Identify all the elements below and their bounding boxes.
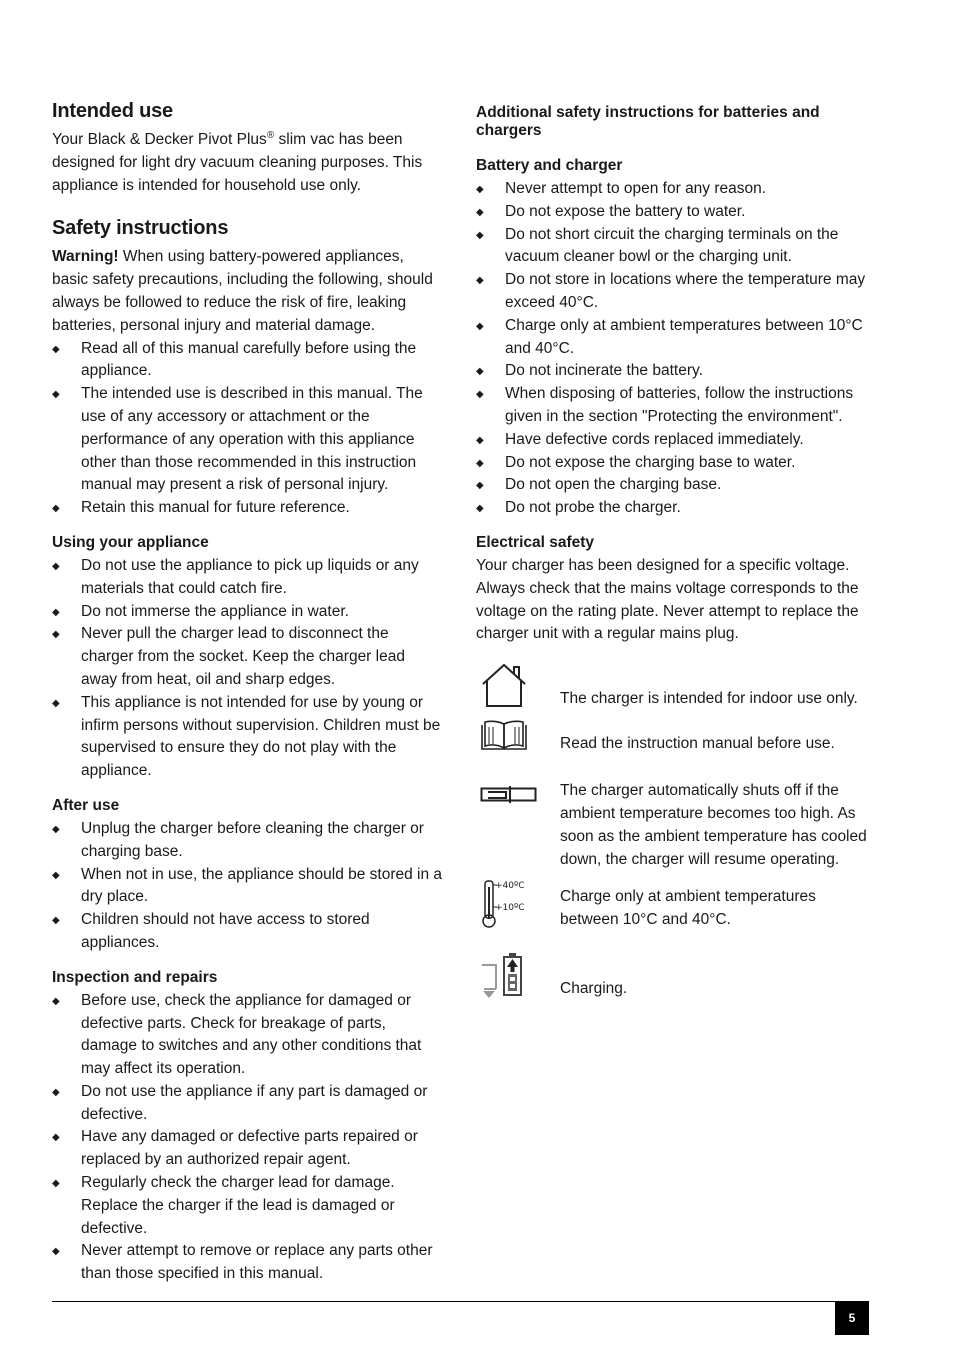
list-item-text: When disposing of batteries, follow the instructions given in the section "Protecting the environment". [505, 385, 854, 425]
symbol-row-temperature [476, 879, 871, 941]
list-item-text: The intended use is described in this manual. The use of any accessory or attachment or the performance of any operation with this appliance other than those recommended in this instruction manual may present a risk of personal injury. [81, 385, 423, 494]
list-item-text: Do not expose the charging base to water. [505, 453, 796, 471]
bullet-icon: ◆ [52, 823, 60, 835]
list-item [476, 269, 871, 315]
list-item-text: Charge only at ambient temperatures between 10°C and 40°C. [505, 316, 863, 357]
inspection-list [52, 990, 444, 1286]
list-item-text: Do not short circuit the charging terminals on the vacuum cleaner bowl or the charging unit. [505, 225, 839, 266]
list-item [476, 178, 871, 201]
bullet-icon: ◆ [52, 389, 60, 401]
intended-use-heading: Intended use [52, 100, 173, 122]
list-item [476, 474, 871, 497]
list-item [476, 224, 871, 270]
safety-instructions-heading: Safety instructions [52, 217, 229, 240]
list-item-text: Have defective cords replaced immediately. [505, 430, 804, 448]
thermo-low-label: +10ºC [495, 903, 525, 914]
bullet-icon: ◆ [52, 1246, 60, 1258]
list-item-text: Do not immerse the appliance in water. [81, 602, 349, 620]
safety-list [52, 338, 444, 520]
bullet-icon: ◆ [476, 275, 484, 287]
bullet-icon: ◆ [52, 606, 60, 618]
page-number: 5 [835, 1301, 869, 1335]
list-item [476, 383, 871, 429]
bullet-icon: ◆ [52, 560, 60, 572]
list-item [476, 497, 871, 520]
additional-safety-heading: Additional safety instructions for batteries and chargers [476, 104, 820, 139]
list-item-text: This appliance is not intended for use by young or infirm persons without supervision. Children must be supervised to ensure they do not play with the appliance. [81, 693, 441, 780]
symbol-list [476, 660, 871, 1003]
thermo-high-label: +40ºC [495, 881, 525, 892]
bullet-icon: ◆ [52, 1178, 60, 1190]
list-item-text: Have any damaged or defective parts repaired or replaced by an authorized repair agent. [81, 1128, 418, 1169]
list-item [52, 1081, 444, 1127]
symbol-row-manual [476, 719, 871, 776]
list-item-text: Do not use the appliance if any part is damaged or defective. [81, 1082, 428, 1123]
list-item-text: Never attempt to open for any reason. [505, 180, 767, 197]
left-column [52, 100, 444, 1286]
bullet-icon: ◆ [52, 995, 60, 1007]
list-item [52, 909, 444, 955]
bullet-icon: ◆ [476, 434, 484, 446]
list-item [52, 1172, 444, 1240]
bullet-icon: ◆ [52, 1132, 60, 1144]
right-column [476, 100, 871, 1003]
list-item-text: Do not probe the charger. [505, 499, 681, 517]
using-appliance-heading: Using your appliance [52, 533, 209, 551]
list-item [476, 429, 871, 452]
list-item-text: Never attempt to remove or replace any parts other than those specified in this manual. [81, 1242, 433, 1283]
bullet-icon: ◆ [476, 229, 484, 241]
temperature-symbol-text: Charge only at ambient temperatures between 10°C and 40°C. [560, 888, 816, 929]
bullet-icon: ◆ [52, 343, 60, 355]
bullet-icon: ◆ [52, 629, 60, 641]
list-item [52, 623, 444, 691]
list-item [52, 692, 444, 783]
bullet-icon: ◆ [52, 1086, 60, 1098]
bullet-icon: ◆ [476, 184, 484, 195]
bullet-icon: ◆ [52, 503, 60, 515]
warning-paragraph: Warning! When using battery-powered appliances, basic safety precautions, including the following, should always be followed to reduce the risk of fire, leaking batteries, personal injury and material damage. [52, 248, 433, 334]
footer-rule [52, 1301, 869, 1302]
list-item [476, 315, 871, 361]
list-item-text: Do not use the appliance to pick up liquids or any materials that could catch fire. [81, 556, 419, 597]
list-item-text: Retain this manual for future reference. [81, 499, 350, 517]
battery-list [476, 178, 871, 520]
list-item-text: Unplug the charger before cleaning the charger or charging base. [81, 819, 424, 860]
list-item-text: Regularly check the charger lead for damage. Replace the charger if the lead is damaged or defective. [81, 1174, 395, 1237]
electrical-safety-text: Your charger has been designed for a specific voltage. Always check that the mains voltage corresponds to the voltage on the rating plate. Never attempt to replace the charger unit with a regular mains plug. [476, 556, 859, 643]
list-item [52, 555, 444, 601]
list-item-text: Before use, check the appliance for damaged or defective parts. Check for breakage of parts, damage to switches and any other conditions that may affect its operation. [81, 991, 422, 1078]
bullet-icon: ◆ [476, 480, 484, 492]
open-book-icon [480, 719, 528, 753]
bullet-icon: ◆ [52, 697, 60, 709]
bullet-icon: ◆ [476, 366, 484, 378]
charging-symbol-text: Charging. [560, 980, 628, 998]
charging-battery-icon [480, 951, 530, 999]
list-item-text: Do not open the charging base. [505, 476, 722, 494]
list-item [52, 990, 444, 1081]
after-use-list [52, 818, 444, 955]
list-item-text: Read all of this manual carefully before using the appliance. [81, 339, 417, 380]
battery-charger-heading: Battery and charger [476, 157, 623, 174]
list-item-text: Never pull the charger lead to disconnect the charger from the socket. Keep the charger lead away from heat, oil and sharp edges. [81, 625, 405, 688]
warning-label: Warning! [52, 248, 119, 266]
list-item-text: Children should not have access to stored appliances. [81, 911, 370, 951]
symbol-row-charging [476, 951, 871, 1003]
list-item [52, 1240, 444, 1286]
list-item [52, 383, 444, 497]
list-item [476, 201, 871, 224]
list-item [52, 497, 444, 520]
using-list [52, 555, 444, 783]
electrical-safety-heading: Electrical safety [476, 533, 595, 551]
list-item [52, 338, 444, 384]
manual-symbol-text: Read the instruction manual before use. [560, 735, 835, 753]
indoor-symbol-text: The charger is intended for indoor use only. [560, 690, 858, 708]
bullet-icon: ◆ [476, 457, 484, 469]
list-item-text: Do not store in locations where the temperature may exceed 40°C. [505, 271, 866, 311]
list-item-text: Do not incinerate the battery. [505, 362, 703, 380]
list-item-text: When not in use, the appliance should be stored in a dry place. [81, 865, 443, 906]
list-item [52, 818, 444, 864]
bullet-icon: ◆ [476, 389, 484, 401]
list-item-text: Do not expose the battery to water. [505, 202, 746, 220]
bullet-icon: ◆ [476, 503, 484, 515]
bullet-icon: ◆ [476, 206, 484, 218]
list-item [476, 360, 871, 383]
bullet-icon: ◆ [476, 320, 484, 332]
thermal-symbol-text: The charger automatically shuts off if the ambient temperature becomes too high. As soon as the ambient temperature has cooled down, the charger will resume operating. [560, 782, 867, 868]
thermal-cutout-icon [480, 783, 540, 805]
list-item [52, 601, 444, 624]
house-icon [480, 662, 528, 708]
symbol-row-thermal [476, 780, 871, 871]
symbol-row-indoor [476, 660, 871, 716]
bullet-icon: ◆ [52, 869, 60, 881]
list-item [476, 452, 871, 475]
thermometer-icon [480, 879, 530, 929]
bullet-icon: ◆ [52, 915, 60, 927]
list-item [52, 864, 444, 910]
after-use-heading: After use [52, 796, 120, 814]
list-item [52, 1126, 444, 1172]
intended-use-text: Your Black & Decker Pivot Plus® slim vac has been designed for light dry vacuum cleaning purposes. This appliance is intended for household use only. [52, 129, 423, 194]
inspection-heading: Inspection and repairs [52, 968, 218, 986]
